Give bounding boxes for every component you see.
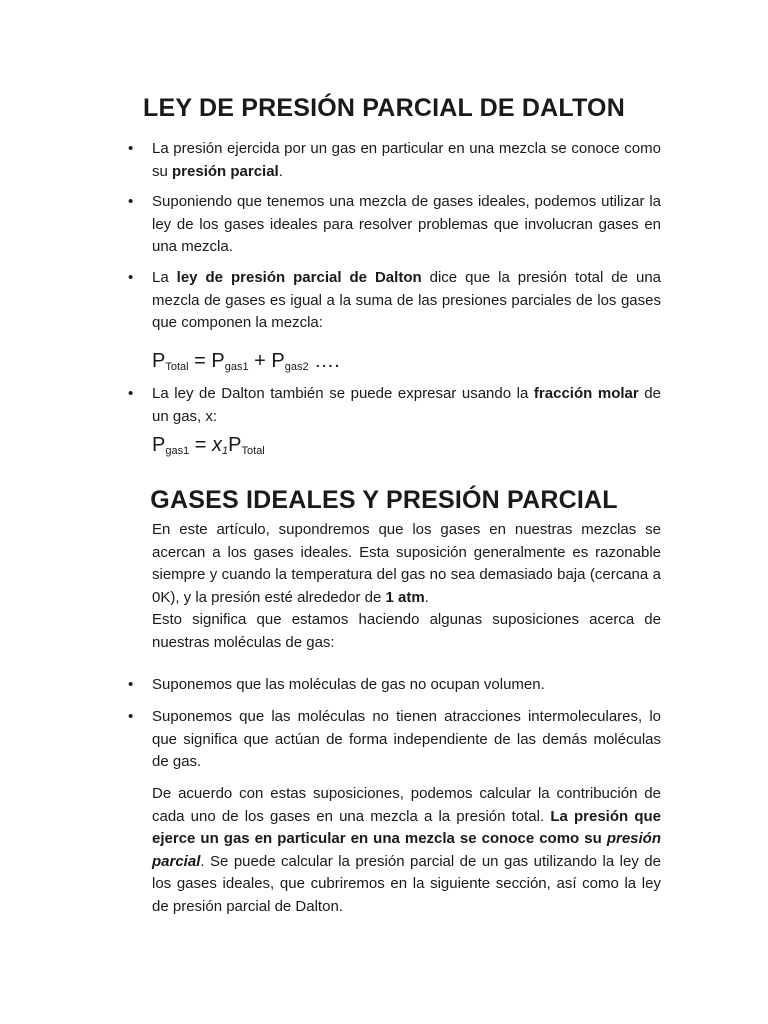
- paragraph-supuestos: [152, 519, 661, 654]
- bullet-text: La presión ejercida por un gas en particular en una mezcla se conoce como su: [152, 140, 661, 180]
- bullet-text: Suponemos que las moléculas de gas no ocupan volumen.: [152, 676, 545, 693]
- paragraph-text: . Se puede calcular la presión parcial de un gas utilizando la ley de los gases ideales, que cubriremos en la siguiente sección, así como la ley de presión parcial de Dalton.: [152, 852, 661, 915]
- bold-term: ley de presión parcial de Dalton: [176, 269, 422, 286]
- bullet-icon: •: [128, 140, 134, 157]
- bold-term: 1 atm: [385, 588, 425, 606]
- bullet-item-presion-parcial: [128, 138, 661, 183]
- section-title-gases-ideales: GASES IDEALES Y PRESIÓN PARCIAL: [150, 486, 618, 514]
- bullet-item-ley-dalton: [128, 267, 662, 335]
- bullet-item-gases-ideales: [128, 191, 661, 259]
- bullet-item-volumen: [128, 674, 661, 697]
- bullet-text: Suponemos que las moléculas no tienen atracciones intermoleculares, lo que significa que actúan de forma independiente de las demás moléculas de gas.: [152, 708, 661, 770]
- paragraph-text: .: [424, 588, 429, 606]
- bullet-text: La: [152, 269, 177, 286]
- paragraph-contribucion: [152, 783, 661, 918]
- paragraph-text: De acuerdo con estas suposiciones, podemos calcular la contribución de cada uno de los gases en una mezcla a la presión total.: [152, 785, 661, 825]
- bullet-icon: •: [128, 708, 134, 725]
- bullet-icon: •: [128, 676, 134, 693]
- bullet-text: de un gas, x:: [152, 385, 661, 425]
- paragraph-text: Esto significa que estamos haciendo algunas suposiciones acerca de nuestras moléculas de gas:: [152, 611, 661, 651]
- bullet-text: dice que la presión total de una mezcla de gases es igual a la suma de las presiones parciales de los gases que componen la mezcla:: [152, 269, 662, 331]
- bold-term: fracción molar: [533, 385, 639, 402]
- bullet-icon: •: [128, 193, 134, 210]
- bold-statement: La presión que ejerce un gas en particular en una mezcla se conoce como su: [152, 807, 661, 847]
- bullet-text: La ley de Dalton también se puede expresar usando la: [152, 385, 534, 402]
- bullet-item-fraccion-molar: [128, 383, 661, 428]
- formula-total-pressure: $P_{Total} = P_{gas1} + P_{gas2}$ ….: [152, 350, 340, 373]
- paragraph-text: En este artículo, supondremos que los gases en nuestras mezclas se acercan a los gases ideales. Esta suposición generalmente es razonable siempre y cuando la temperatura del gas no sea demasiado baja (cercana a 0K), y la presión esté alrededor de: [152, 521, 661, 606]
- bullet-item-atracciones: [128, 706, 661, 774]
- section-title-dalton: LEY DE PRESIÓN PARCIAL DE DALTON: [143, 94, 625, 122]
- formula-mole-fraction: $P_{gas1} = x_1P_{Total}$: [152, 434, 265, 457]
- bullet-text: Suponiendo que tenemos una mezcla de gases ideales, podemos utilizar la ley de los gases ideales para resolver problemas que involucran gases en una mezcla.: [152, 193, 661, 255]
- bold-italic-term: presión parcial: [152, 830, 661, 870]
- bullet-icon: •: [128, 385, 134, 402]
- bullet-text: .: [278, 162, 283, 180]
- bold-term: presión parcial: [172, 162, 279, 180]
- bullet-icon: •: [128, 269, 134, 286]
